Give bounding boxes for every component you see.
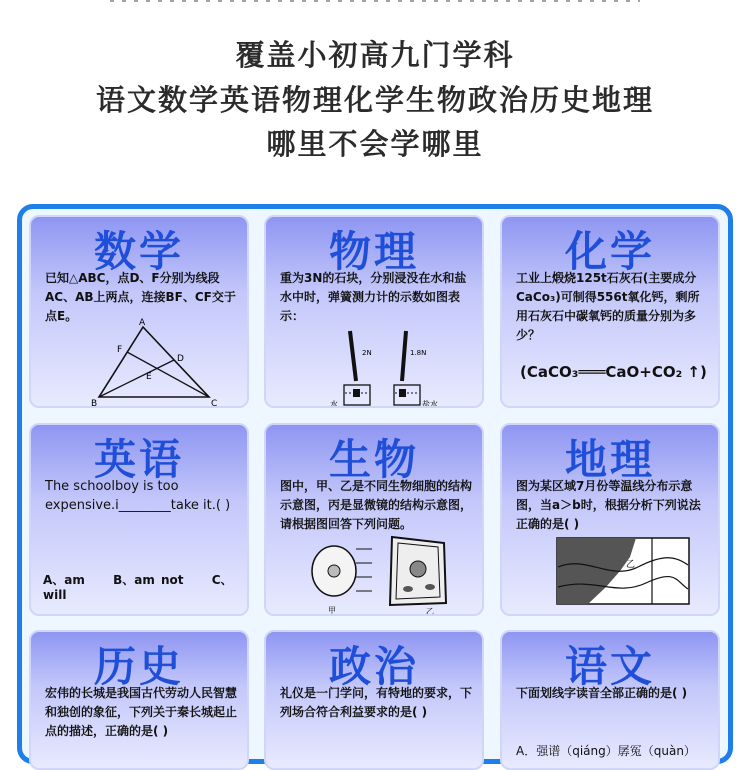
question-geography: 图为某区域7月份等温线分布示意图，当a＞b时，根据分析下列说法正确的是( ): [516, 479, 701, 531]
physics-label-water: 水: [330, 400, 338, 409]
math-label-d: D: [177, 354, 184, 364]
english-option-a[interactable]: A、am: [43, 573, 85, 587]
question-history: 宏伟的长城是我国古代劳动人民智慧和独创的象征，下列关于秦长城起止点的描述，正确的是( ): [45, 686, 238, 738]
card-physics[interactable]: [264, 215, 484, 408]
question-english: The schoolboy is too expensive.i________take it.( ): [45, 479, 231, 513]
card-title-biology: 生物: [328, 435, 419, 484]
card-history[interactable]: [29, 630, 249, 770]
card-chinese[interactable]: [500, 630, 720, 770]
question-physics: 重为3N的石块，分别浸没在水和盐水中时，弹簧测力计的示数如图表示：: [280, 271, 467, 323]
card-title-chemistry: 化学: [564, 227, 655, 276]
top-cropped-banner: [0, 0, 750, 6]
physics-label-18n: 1.8N: [410, 349, 427, 357]
card-chemistry[interactable]: [500, 215, 720, 408]
question-biology: 图中，甲、乙是不同生物细胞的结构示意图，丙是显微镜的结构示意图，请根据图回答下列问题。: [280, 479, 473, 531]
card-title-math: 数学: [93, 227, 184, 276]
math-label-a: A: [139, 318, 146, 328]
question-chinese: 下面划线字读音全部正确的是( ): [516, 686, 688, 700]
math-label-c: C: [211, 399, 218, 407]
header-line-3: 哪里不会学哪里: [266, 127, 484, 161]
card-title-english: 英语: [93, 435, 184, 484]
physics-label-2n: 2N: [362, 349, 372, 357]
card-title-physics: 物理: [328, 227, 419, 276]
question-chemistry: 工业上煅烧125t石灰石(主要成分CaCo₃)可制得556t氧化钙，剩所用石灰石中碳氧钙的质量分别为多少？: [516, 271, 700, 342]
card-title-history: 历史: [93, 642, 184, 691]
math-label-f: F: [117, 345, 123, 355]
chemistry-formula: (CaCO₃═══CaO+CO₂ ↑): [520, 363, 707, 381]
header-line-1: 覆盖小初高九门学科: [235, 38, 515, 72]
math-label-e: E: [146, 372, 152, 382]
card-politics[interactable]: [264, 630, 484, 770]
card-title-chinese: 语文: [564, 642, 655, 691]
math-label-b: B: [91, 399, 98, 407]
header-line-2: 语文数学英语物理化学生物政治历史地理: [95, 83, 654, 117]
english-options: [43, 571, 247, 602]
card-geography[interactable]: [500, 423, 720, 616]
card-title-geography: 地理: [564, 435, 655, 484]
card-math[interactable]: [29, 215, 249, 408]
card-title-politics: 政治: [328, 642, 419, 691]
cell-diagram-icon: [306, 533, 456, 615]
isotherm-map-icon: [556, 537, 690, 605]
chinese-option-a[interactable]: A．强谱（qiáng）孱冤（quàn）: [516, 744, 696, 758]
spring-scale-diagram-icon: [326, 329, 446, 408]
card-english[interactable]: [29, 423, 249, 616]
question-politics: 礼仪是一门学问，有特地的要求，下列场合符合利益要求的是( ): [280, 686, 473, 719]
biology-label-jia: 甲: [328, 606, 336, 615]
english-option-b[interactable]: B、am not: [113, 573, 184, 587]
card-biology[interactable]: [264, 423, 484, 616]
triangle-diagram-icon: [91, 317, 221, 407]
question-math: 已知△ABC，点D、F分别为线段AC、AB上两点，连接BF、CF交于点E。: [45, 271, 236, 323]
geography-label-yi: 乙: [626, 560, 636, 570]
english-option-c[interactable]: C、will: [43, 573, 233, 602]
physics-label-saltwater: 盐水: [422, 400, 438, 409]
biology-label-yi: 乙: [426, 607, 434, 615]
